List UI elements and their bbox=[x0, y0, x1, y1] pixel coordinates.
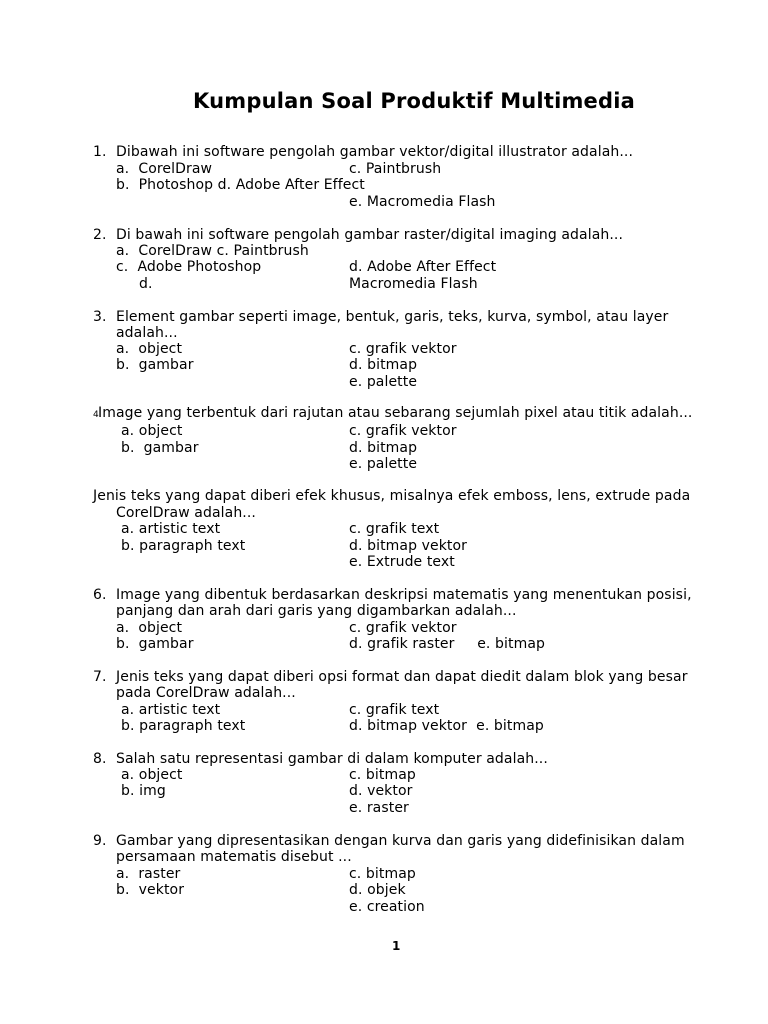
option-b: b. gambar bbox=[116, 636, 194, 652]
question-number: 3. bbox=[93, 309, 107, 325]
question-number: 9. bbox=[93, 833, 107, 849]
option-d: d. bitmap vektor bbox=[349, 538, 468, 554]
option-d: d. bitmap bbox=[349, 440, 418, 456]
option-e: e. Macromedia Flash bbox=[349, 194, 496, 210]
question-text-cont: CorelDraw adalah... bbox=[116, 505, 256, 521]
option-d-label: d. bbox=[139, 276, 153, 292]
question-text: Salah satu representasi gambar di dalam komputer adalah... bbox=[116, 751, 548, 767]
option-e: e. Extrude text bbox=[349, 554, 455, 570]
option-a: a. CorelDraw bbox=[116, 161, 213, 177]
option-a: a. object bbox=[116, 620, 183, 636]
question-text: Element gambar seperti image, bentuk, garis, teks, kurva, symbol, atau layer bbox=[116, 309, 669, 325]
option-a: a. artistic text bbox=[121, 521, 221, 537]
page-number: 1 bbox=[392, 939, 401, 953]
option-c: c. grafik vektor bbox=[349, 423, 457, 439]
option-b: b. gambar bbox=[116, 357, 194, 373]
question-number: 8. bbox=[93, 751, 107, 767]
option-c: c. Adobe Photoshop bbox=[116, 259, 262, 275]
question-text: Jenis teks yang dapat diberi opsi format dan dapat diedit dalam blok yang besar bbox=[116, 669, 688, 685]
option-b: b. vektor bbox=[116, 882, 185, 898]
option-a: a. artistic text bbox=[121, 702, 221, 718]
option-a: a. raster bbox=[116, 866, 181, 882]
question-number: 4 bbox=[93, 410, 99, 420]
option-a: a. object bbox=[121, 767, 183, 783]
option-d: d. vektor bbox=[349, 783, 413, 799]
option-a: a. object bbox=[116, 341, 183, 357]
question-number: 2. bbox=[93, 227, 107, 243]
option-c: c. grafik vektor bbox=[349, 620, 457, 636]
option-d: d. Adobe After Effect bbox=[349, 259, 497, 275]
question-text-cont: pada CorelDraw adalah... bbox=[116, 685, 296, 701]
page-title: Kumpulan Soal Produktif Multimedia bbox=[193, 89, 635, 113]
option-b: b. Photoshop d. Adobe After Effect bbox=[116, 177, 365, 193]
question-number: 7. bbox=[93, 669, 107, 685]
option-c: c. Paintbrush bbox=[349, 161, 442, 177]
question-text-cont: persamaan matematis disebut ... bbox=[116, 849, 352, 865]
option-d: d. bitmap bbox=[349, 357, 418, 373]
option-d: d. bitmap vektor e. bitmap bbox=[349, 718, 544, 734]
question-text-cont: adalah... bbox=[116, 325, 178, 341]
question-text: Jenis teks yang dapat diberi efek khusus, misalnya efek emboss, lens, extrude pada bbox=[93, 488, 691, 504]
question-text: Di bawah ini software pengolah gambar raster/digital imaging adalah... bbox=[116, 227, 624, 243]
option-e: e. palette bbox=[349, 374, 418, 390]
question-number: 1. bbox=[93, 144, 107, 160]
question-text: Gambar yang dipresentasikan dengan kurva dan garis yang didefinisikan dalam bbox=[116, 833, 685, 849]
question-number: 6. bbox=[93, 587, 107, 603]
option-b: b. img bbox=[121, 783, 166, 799]
option-c: c. bitmap bbox=[349, 767, 416, 783]
option-e: e. creation bbox=[349, 899, 425, 915]
option-e: e. palette bbox=[349, 456, 418, 472]
option-d: d. grafik raster e. bitmap bbox=[349, 636, 546, 652]
option-b: b. paragraph text bbox=[121, 718, 246, 734]
question-text: Image yang terbentuk dari rajutan atau sebarang sejumlah pixel atau titik adalah... bbox=[98, 405, 693, 421]
option-a: a. object bbox=[121, 423, 183, 439]
question-text: Dibawah ini software pengolah gambar vektor/digital illustrator adalah... bbox=[116, 144, 634, 160]
question-text-cont: panjang dan arah dari garis yang digambarkan adalah... bbox=[116, 603, 517, 619]
option-e: Macromedia Flash bbox=[349, 276, 478, 292]
option-b: b. gambar bbox=[121, 440, 199, 456]
option-d: d. objek bbox=[349, 882, 406, 898]
option-c: c. bitmap bbox=[349, 866, 416, 882]
option-c: c. grafik text bbox=[349, 521, 440, 537]
option-a: a. CorelDraw c. Paintbrush bbox=[116, 243, 309, 259]
question-text: Image yang dibentuk berdasarkan deskripsi matematis yang menentukan posisi, bbox=[116, 587, 692, 603]
option-c: c. grafik text bbox=[349, 702, 440, 718]
option-e: e. raster bbox=[349, 800, 409, 816]
option-b: b. paragraph text bbox=[121, 538, 246, 554]
option-c: c. grafik vektor bbox=[349, 341, 457, 357]
